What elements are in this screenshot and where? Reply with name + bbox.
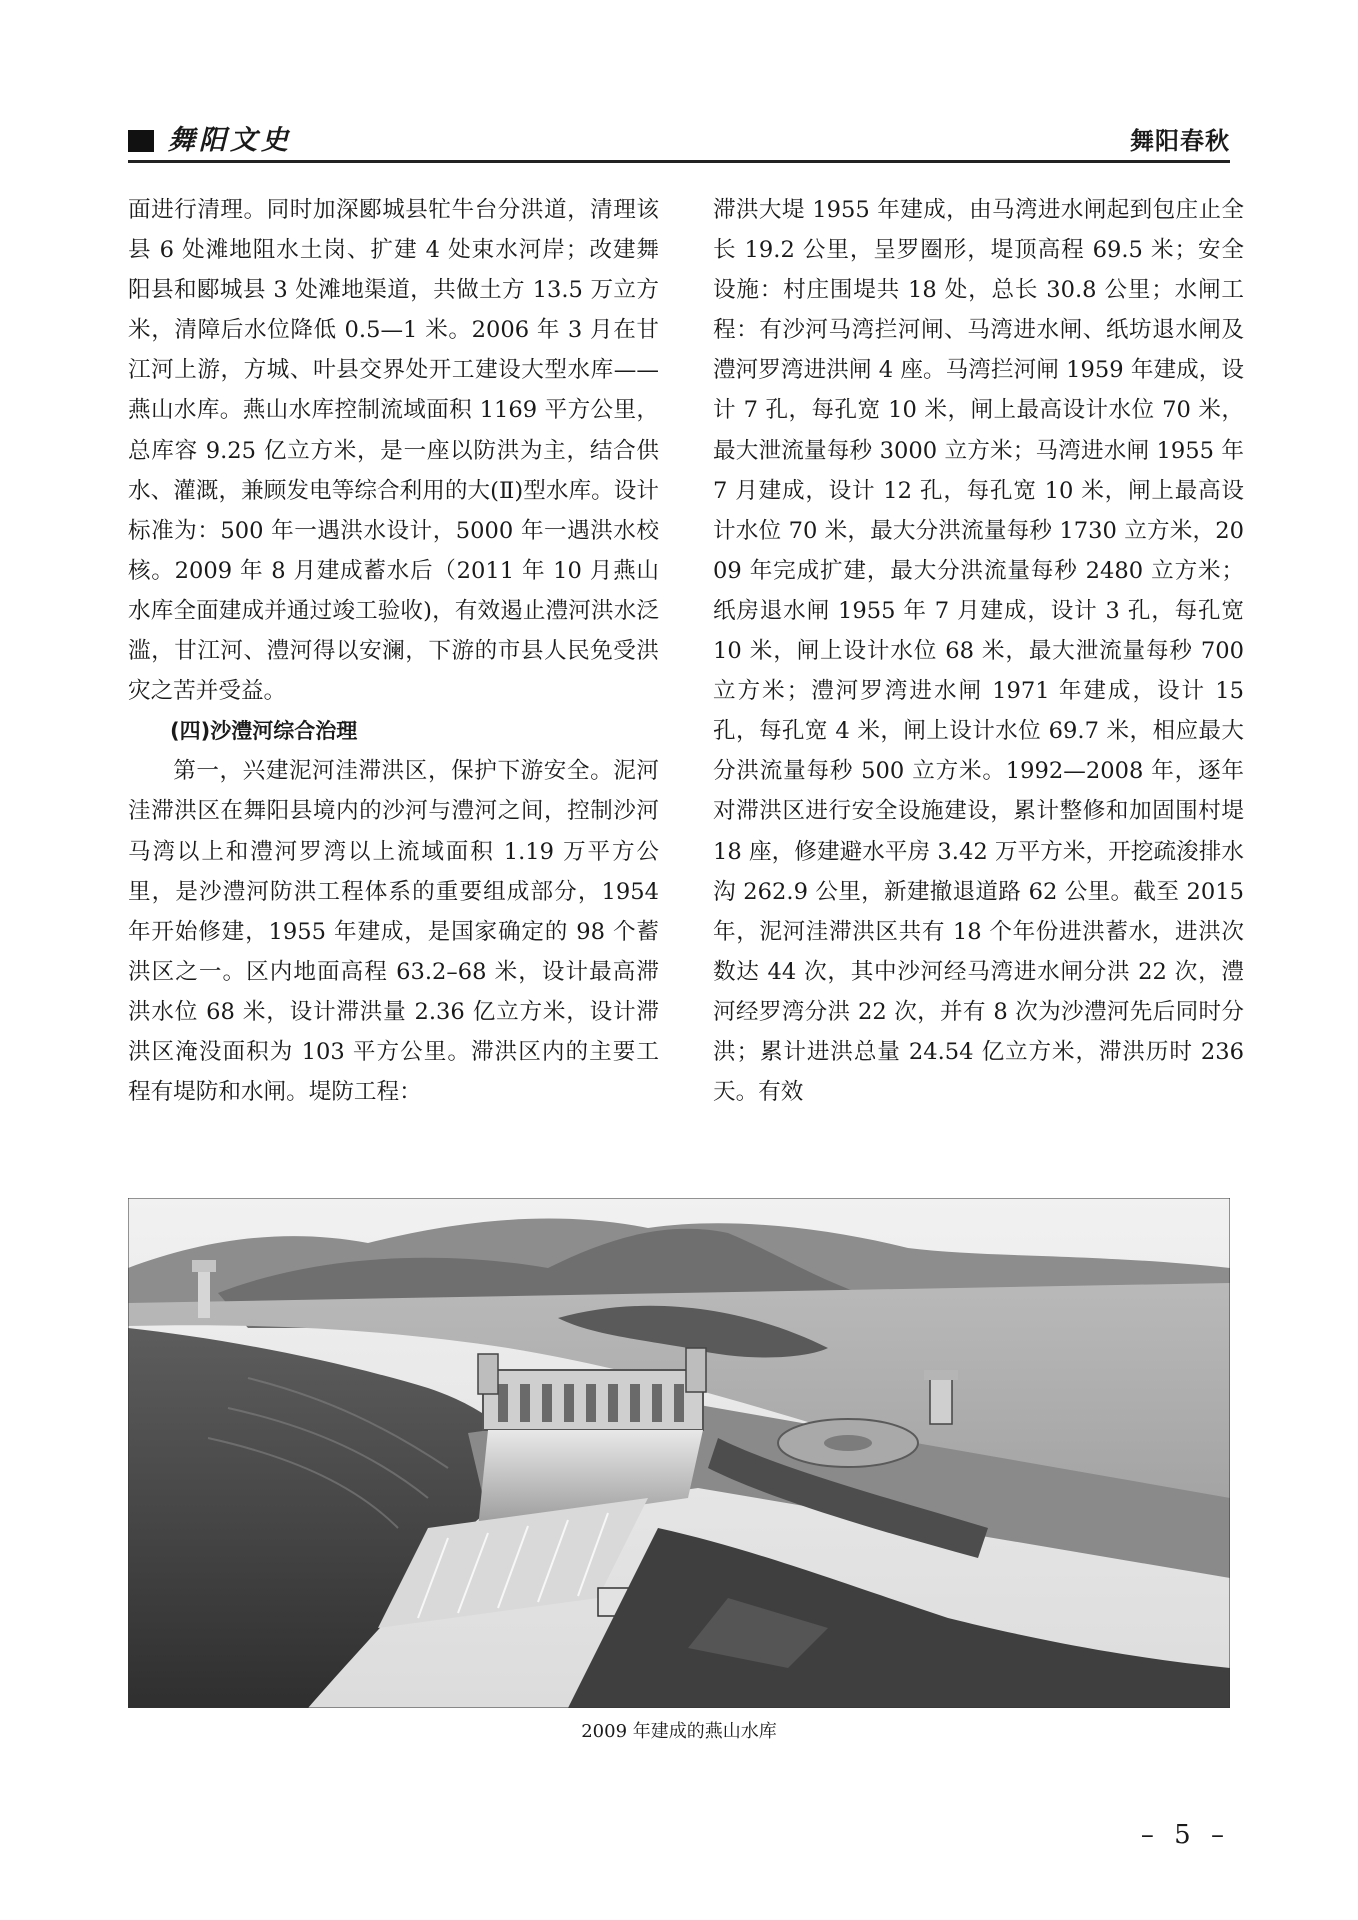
left-column [128, 190, 659, 1112]
paragraph: 面进行清理。同时加深郾城县牤牛台分洪道，清理该县 6 处滩地阻水土岗、扩建 4 处束水河岸；改建舞阳县和郾城县 3 处滩地渠道，共做土方 13.5 万立方米，清障后水位降低 0.5—1 米。2006 年 3 月在甘江河上游，方城、叶县交界处开工建设大型水库——燕山水库。燕山水库控制流域面积 1169 平方公里，总库容 9.25 亿立方米，是一座以防洪为主，结合供水、灌溉，兼顾发电等综合利用的大(Ⅱ)型水库。设计标准为：500 年一遇洪水设计，5000 年一遇洪水校核。2009 年 8 月建成蓄水后（2011 年 10 月燕山水库全面建成并通过竣工验收)，有效遏止澧河洪水泛滥，甘江河、澧河得以安澜，下游的市县人民免受洪灾之苦并受益。 [128, 197, 659, 705]
right-column [713, 190, 1244, 1112]
paragraph: 第一，兴建泥河洼滞洪区，保护下游安全。泥河洼滞洪区在舞阳县境内的沙河与澧河之间，控制沙河马湾以上和澧河罗湾以上流域面积 1.19 万平方公里，是沙澧河防洪工程体系的重要组成部分，1954 年开始修建，1955 年建成，是国家确定的 98 个蓄洪区之一。区内地面高程 63.2–68 米，设计最高滞洪水位 68 米，设计滞洪量 2.36 亿立方米，设计滞洪区淹没面积为 103 平方公里。滞洪区内的主要工程有堤防和水闸。堤防工程： [128, 758, 659, 1106]
page-number: – 5 – [1140, 1820, 1230, 1850]
section-title: 舞阳春秋 [1130, 127, 1230, 155]
running-header [128, 124, 1230, 158]
reservoir-photo [128, 1198, 1230, 1708]
paragraph: 滞洪大堤 1955 年建成，由马湾进水闸起到包庄止全长 19.2 公里，呈罗圈形，堤顶高程 69.5 米；安全设施：村庄围堤共 18 处，总长 30.8 公里；水闸工程：有沙河马湾拦河闸、马湾进水闸、纸坊退水闸及澧河罗湾进洪闸 4 座。马湾拦河闸 1959 年建成，设计 7 孔，每孔宽 10 米，闸上最高设计水位 70 米，最大泄流量每秒 3000 立方米；马湾进水闸 1955 年 7 月建成，设计 12 孔，每孔宽 10 米，闸上最高设计水位 70 米，最大分洪流量每秒 1730 立方米，2009 年完成扩建，最大分洪流量每秒 2480 立方米；纸房退水闸 1955 年 7 月建成，设计 3 孔，每孔宽 10 米，闸上设计水位 68 米，最大泄流量每秒 700 立方米；澧河罗湾进水闸 1971 年建成，设计 15 孔，每孔宽 4 米，闸上设计水位 69.7 米，相应最大分洪流量每秒 500 立方米。1992—2008 年，逐年对滞洪区进行安全设施建设，累计整修和加固围村堤 18 座，修建避水平房 3.42 万平方米，开挖疏浚排水沟 262.9 公里，新建撤退道路 62 公里。截至 2015 年，泥河洼滞洪区共有 18 个年份进洪蓄水，进洪次数达 44 次，其中沙河经马湾进水闸分洪 22 次，澧河经罗湾分洪 22 次，并有 8 次为沙澧河先后同时分洪；累计进洪总量 24.54 亿立方米，滞洪历时 236 天。有效 [713, 197, 1244, 1106]
photo-caption: 2009 年建成的燕山水库 [581, 1721, 777, 1742]
header-square-icon [128, 130, 154, 152]
section-heading: (四)沙澧河综合治理 [170, 719, 358, 744]
header-rule [128, 160, 1230, 163]
journal-title: 舞阳文史 [168, 125, 292, 156]
